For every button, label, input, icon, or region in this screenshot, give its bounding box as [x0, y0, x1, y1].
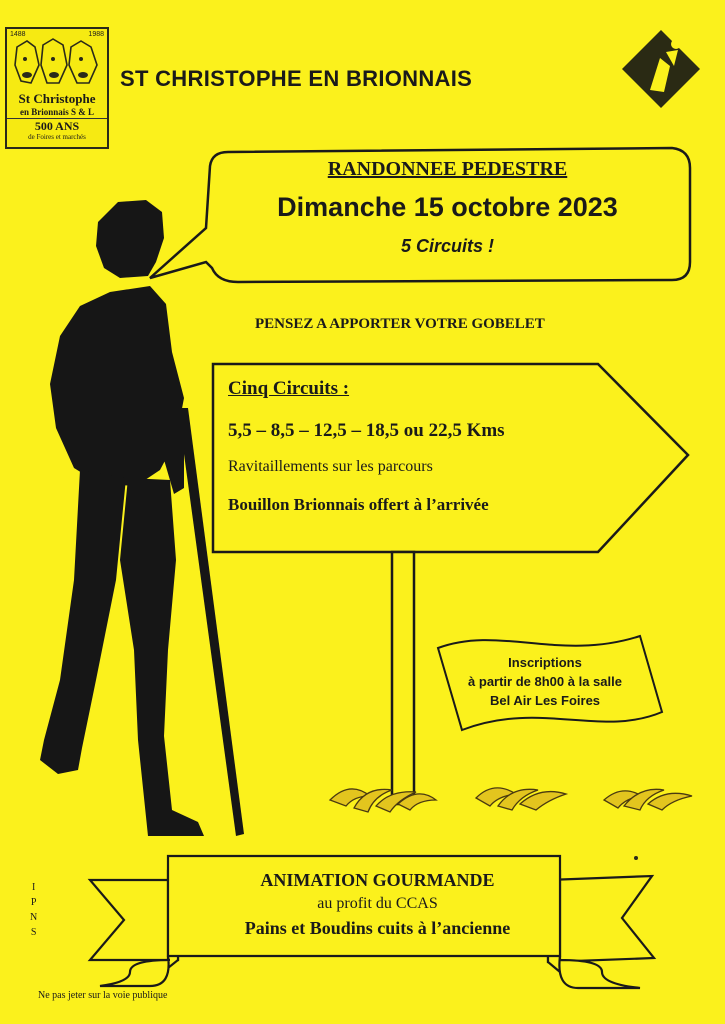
logo-year-right: 1988 [88, 31, 104, 38]
sign-bouillon: Bouillon Brionnais offert à l’arrivée [228, 495, 489, 514]
event-title: RANDONNEE PEDESTRE [327, 158, 568, 180]
banner-detail: Pains et Boudins cuits à l’ancienne [244, 918, 511, 938]
ipns-letter: N [30, 912, 38, 923]
logo-name-sub: en Brionnais S & L [19, 107, 95, 117]
sign-supplies: Ravitaillements sur les parcours [228, 458, 433, 475]
flag-line-3: Bel Air Les Foires [489, 693, 601, 708]
sign-heading: Cinq Circuits : [228, 378, 350, 399]
page-title: ST CHRISTOPHE EN BRIONNAIS [120, 66, 473, 91]
ipns-letter: P [30, 897, 37, 908]
walking-hiker-figure [40, 200, 204, 836]
flag-line-1: Inscriptions [508, 655, 582, 670]
notice-text: PENSEZ A APPORTER VOTRE GOBELET [255, 316, 545, 332]
grass-tufts [330, 788, 692, 812]
logo-subtitle: de Foires et marchés [28, 133, 86, 141]
ipns-letter: S [30, 927, 37, 938]
ipns-letter: I [31, 882, 36, 893]
event-date: Dimanche 15 octobre 2023 [277, 192, 618, 222]
footer-note: Ne pas jeter sur la voie publique [38, 990, 168, 1001]
banner-title: ANIMATION GOURMANDE [260, 870, 495, 890]
circuits-count: 5 Circuits ! [400, 236, 495, 256]
logo-year-left: 1488 [10, 31, 26, 38]
banner-subtitle: au profit du CCAS [317, 895, 438, 912]
logo-name: St Christophe [18, 91, 96, 106]
logo-anniversary: 500 ANS [7, 118, 107, 134]
flag-line-2: à partir de 8h00 à la salle [468, 674, 622, 689]
ipns-mark [30, 880, 37, 940]
sign-post [392, 552, 414, 804]
sign-distances: 5,5 – 8,5 – 12,5 – 18,5 ou 22,5 Kms [228, 420, 505, 441]
